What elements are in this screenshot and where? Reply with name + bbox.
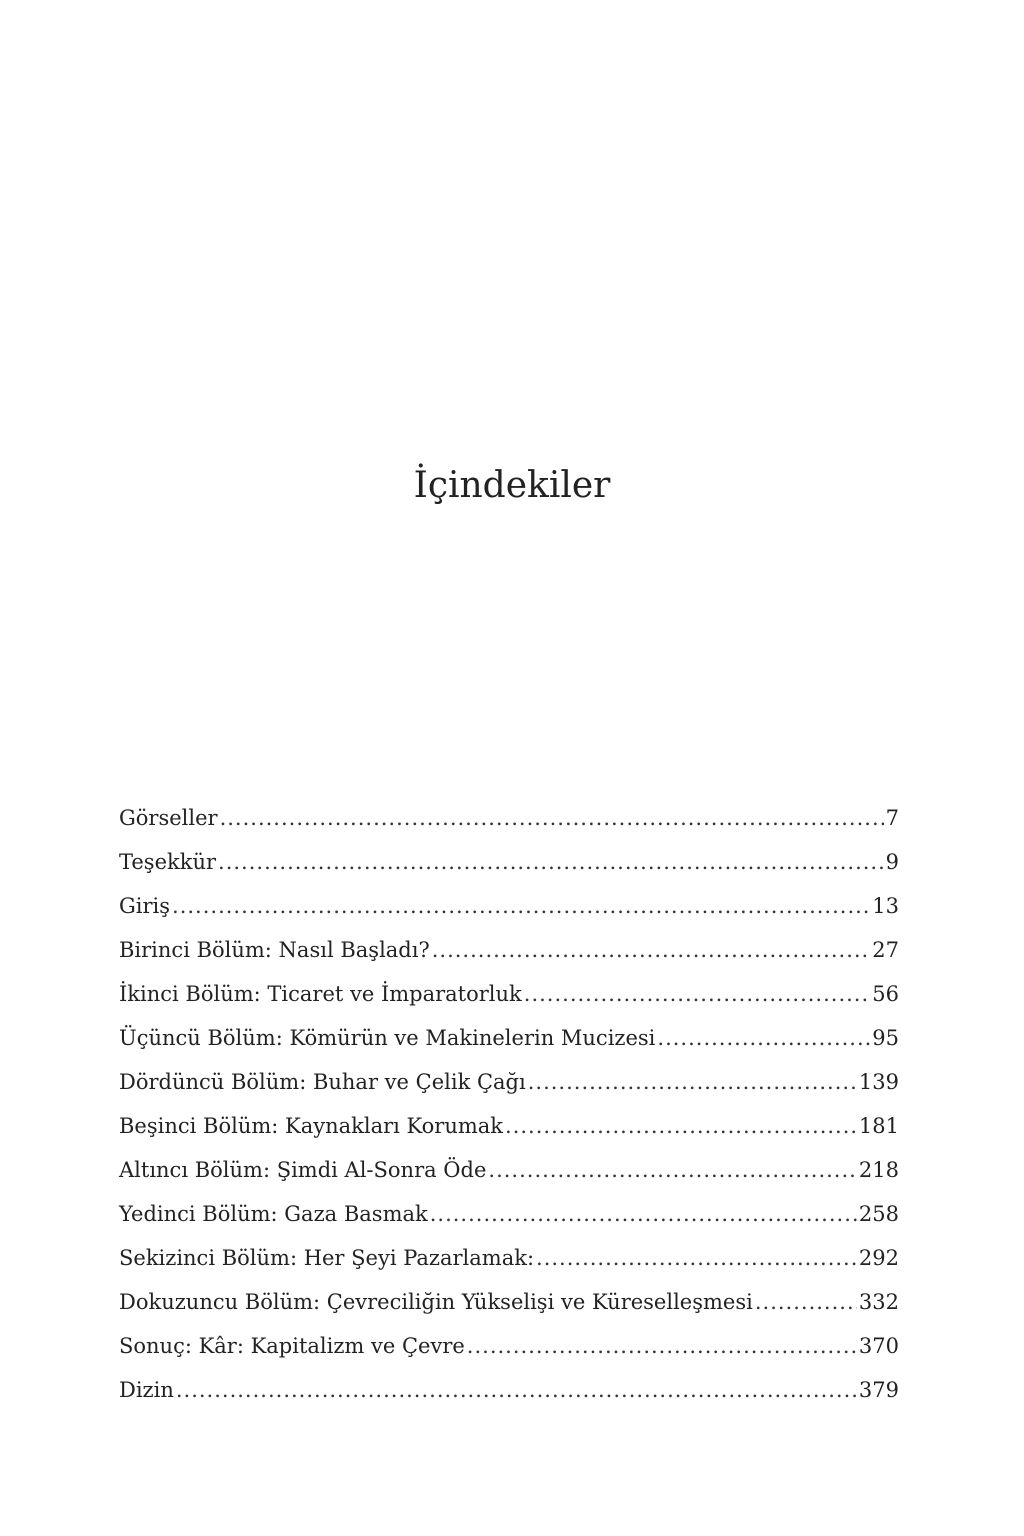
dot-leader	[536, 1236, 857, 1280]
toc-entry-page: 95	[872, 1026, 899, 1050]
dot-leader	[430, 1192, 857, 1236]
toc-entry	[119, 1060, 899, 1104]
toc-entry	[119, 1192, 899, 1236]
dot-leader	[657, 1016, 870, 1060]
toc-entry-title: Giriş	[119, 894, 171, 918]
toc-entry-page: 13	[872, 894, 899, 918]
toc-entry	[119, 1148, 899, 1192]
toc-entry	[119, 1236, 899, 1280]
toc-entry-title: Dokuzuncu Bölüm: Çevreciliğin Yükselişi ve Küreselleşmesi	[119, 1290, 753, 1314]
toc-entry-page: 9	[885, 850, 899, 874]
toc-entry-title: Dizin	[119, 1378, 174, 1402]
toc-entry	[119, 928, 899, 972]
table-of-contents	[119, 796, 899, 1412]
toc-entry	[119, 840, 899, 884]
dot-leader	[505, 1104, 857, 1148]
toc-entry-page: 56	[872, 982, 899, 1006]
toc-entry-title: Üçüncü Bölüm: Kömürün ve Makinelerin Mucizesi	[119, 1026, 656, 1050]
toc-entry-page: 27	[872, 938, 899, 962]
toc-entry-page: 332	[858, 1290, 899, 1314]
toc-entry-page: 139	[858, 1070, 899, 1094]
toc-entry	[119, 1104, 899, 1148]
toc-entry-page: 7	[885, 806, 899, 830]
toc-entry-page: 379	[858, 1378, 899, 1402]
toc-entry-title: Yedinci Bölüm: Gaza Basmak	[119, 1202, 428, 1226]
dot-leader	[755, 1280, 857, 1324]
toc-entry-title: İkinci Bölüm: Ticaret ve İmparatorluk	[119, 982, 522, 1006]
toc-entry-title: Görseller	[119, 806, 218, 830]
toc-entry-title: Beşinci Bölüm: Kaynakları Korumak	[119, 1114, 504, 1138]
toc-entry-page: 370	[858, 1334, 899, 1358]
toc-entry-title: Altıncı Bölüm: Şimdi Al-Sonra Öde	[119, 1158, 487, 1182]
toc-entry-page: 258	[858, 1202, 899, 1226]
dot-leader	[176, 1368, 857, 1412]
toc-entry-page: 292	[858, 1246, 899, 1270]
toc-entry-title: Birinci Bölüm: Nasıl Başladı?	[119, 938, 430, 962]
dot-leader	[218, 840, 884, 884]
dot-leader	[528, 1060, 857, 1104]
toc-entry-page: 181	[858, 1114, 899, 1138]
toc-entry	[119, 1016, 899, 1060]
toc-entry-title: Sekizinci Bölüm: Her Şeyi Pazarlamak:	[119, 1246, 535, 1270]
dot-leader	[488, 1148, 857, 1192]
toc-entry	[119, 796, 899, 840]
toc-entry	[119, 1280, 899, 1324]
toc-entry-title: Dördüncü Bölüm: Buhar ve Çelik Çağı	[119, 1070, 526, 1094]
toc-entry-page: 218	[858, 1158, 899, 1182]
toc-entry	[119, 884, 899, 928]
toc-entry	[119, 1368, 899, 1412]
toc-entry	[119, 972, 899, 1016]
dot-leader	[172, 884, 870, 928]
dot-leader	[524, 972, 871, 1016]
toc-entry	[119, 1324, 899, 1368]
dot-leader	[432, 928, 871, 972]
dot-leader	[220, 796, 884, 840]
page-title: İçindekiler	[413, 465, 611, 506]
dot-leader	[467, 1324, 857, 1368]
toc-entry-title: Teşekkür	[119, 850, 217, 874]
toc-entry-title: Sonuç: Kâr: Kapitalizm ve Çevre	[119, 1334, 465, 1358]
